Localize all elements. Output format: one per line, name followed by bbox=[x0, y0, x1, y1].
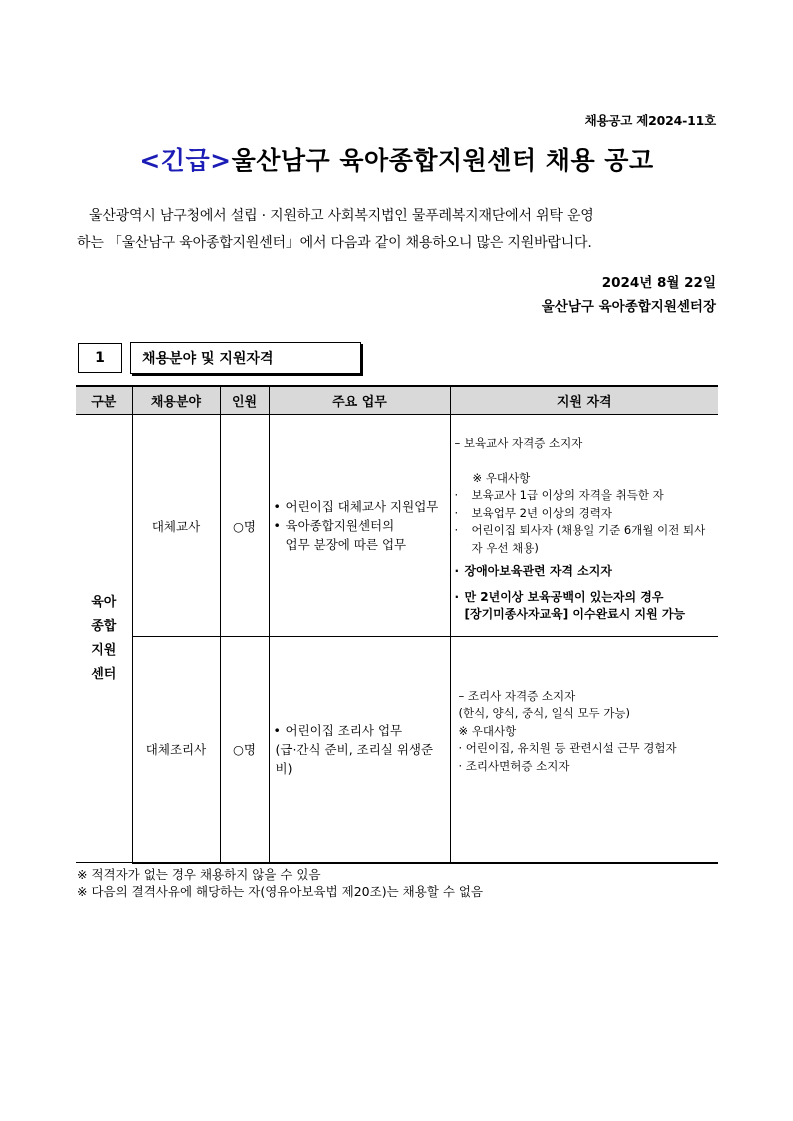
field-cell: 대체교사 bbox=[132, 415, 220, 637]
duties-cell bbox=[269, 637, 450, 863]
issuer-name: 울산남구 육아종합지원센터장 bbox=[541, 299, 716, 315]
field-cell: 대체조리사 bbox=[132, 637, 220, 863]
preference-item: · 어린이집 퇴사자 (채용일 기준 6개월 이전 퇴사자 우선 채용) bbox=[454, 523, 706, 555]
footnote: ※ 다음의 결격사유에 해당하는 자(영유아보육법 제20조)는 채용할 수 없음 bbox=[77, 884, 484, 899]
table-header-row bbox=[76, 386, 718, 415]
count-cell: ○명 bbox=[220, 415, 269, 637]
column-header: 주요 업무 bbox=[269, 386, 450, 415]
qualification-line: (한식, 양식, 중식, 일식 모두 가능) bbox=[458, 706, 631, 720]
qualification-line: – 조리사 자격증 소지자 bbox=[458, 688, 576, 703]
list-item: • 육아종합지원센터의 bbox=[273, 518, 395, 533]
page-title bbox=[0, 141, 793, 177]
qualification-bold-line: · 장애아보육관련 자격 소지자 bbox=[454, 564, 612, 579]
title-text: 울산남구 육아종합지원센터 채용 공고 bbox=[231, 146, 654, 175]
qualifications-cell bbox=[450, 415, 718, 637]
table-row bbox=[76, 415, 718, 637]
column-header: 지원 자격 bbox=[450, 386, 718, 415]
intro-line: 울산광역시 남구청에서 설립 · 지원하고 사회복지법인 물푸레복지재단에서 위탁 운영 bbox=[89, 208, 594, 224]
preference-item: · 보육교사 1급 이상의 자격을 취득한 자 bbox=[454, 488, 664, 503]
announcement-number: 채용공고 제2024-11호 bbox=[584, 113, 716, 128]
list-item: (급·간식 준비, 조리실 위생준비) bbox=[275, 741, 434, 776]
footnotes bbox=[77, 866, 483, 900]
duties-cell bbox=[269, 415, 450, 637]
list-item: 업무 분장에 따른 업무 bbox=[285, 537, 407, 552]
column-header: 채용분야 bbox=[132, 386, 220, 415]
intro-paragraph bbox=[77, 203, 717, 257]
column-header: 인원 bbox=[220, 386, 269, 415]
qualification-bold-line: · 만 2년이상 보육공백이 있는자의 경우 bbox=[454, 589, 664, 604]
qualification-line: – 보육교사 자격증 소지자 bbox=[454, 436, 583, 451]
section-title: 채용분야 및 지원자격 bbox=[130, 342, 361, 374]
qualification-line: ※ 우대사항 bbox=[458, 723, 517, 738]
announcement-date: 2024년 8월 22일 bbox=[601, 275, 716, 291]
category-cell: 육아 종합 지원 센터 bbox=[76, 415, 132, 863]
signoff bbox=[542, 271, 716, 319]
qualification-line: · 어린이집, 유치원 등 관련시설 근무 경험자 bbox=[458, 741, 677, 755]
qualifications-cell bbox=[450, 637, 718, 863]
preference-heading: ※ 우대사항 bbox=[472, 470, 531, 485]
preference-item: · 보육업무 2년 이상의 경력자 bbox=[454, 505, 612, 520]
intro-line: 하는 「울산남구 육아종합지원센터」에서 다음과 같이 채용하오니 많은 지원바랍니다. bbox=[77, 235, 592, 251]
section-number: 1 bbox=[78, 343, 122, 373]
list-item: • 어린이집 조리사 업무 bbox=[273, 722, 403, 738]
footnote: ※ 적격자가 없는 경우 채용하지 않을 수 있음 bbox=[77, 867, 321, 882]
column-header: 구분 bbox=[76, 386, 132, 415]
recruitment-table bbox=[76, 385, 718, 864]
urgent-tag: <긴급> bbox=[139, 146, 232, 175]
qualification-bold-line: [장기미종사자교육] 이수완료시 지원 가능 bbox=[464, 607, 686, 622]
list-item: • 어린이집 대체교사 지원업무 bbox=[273, 499, 439, 514]
table-row bbox=[76, 637, 718, 863]
qualification-line: · 조리사면허증 소지자 bbox=[458, 758, 570, 773]
count-cell: ○명 bbox=[220, 637, 269, 863]
